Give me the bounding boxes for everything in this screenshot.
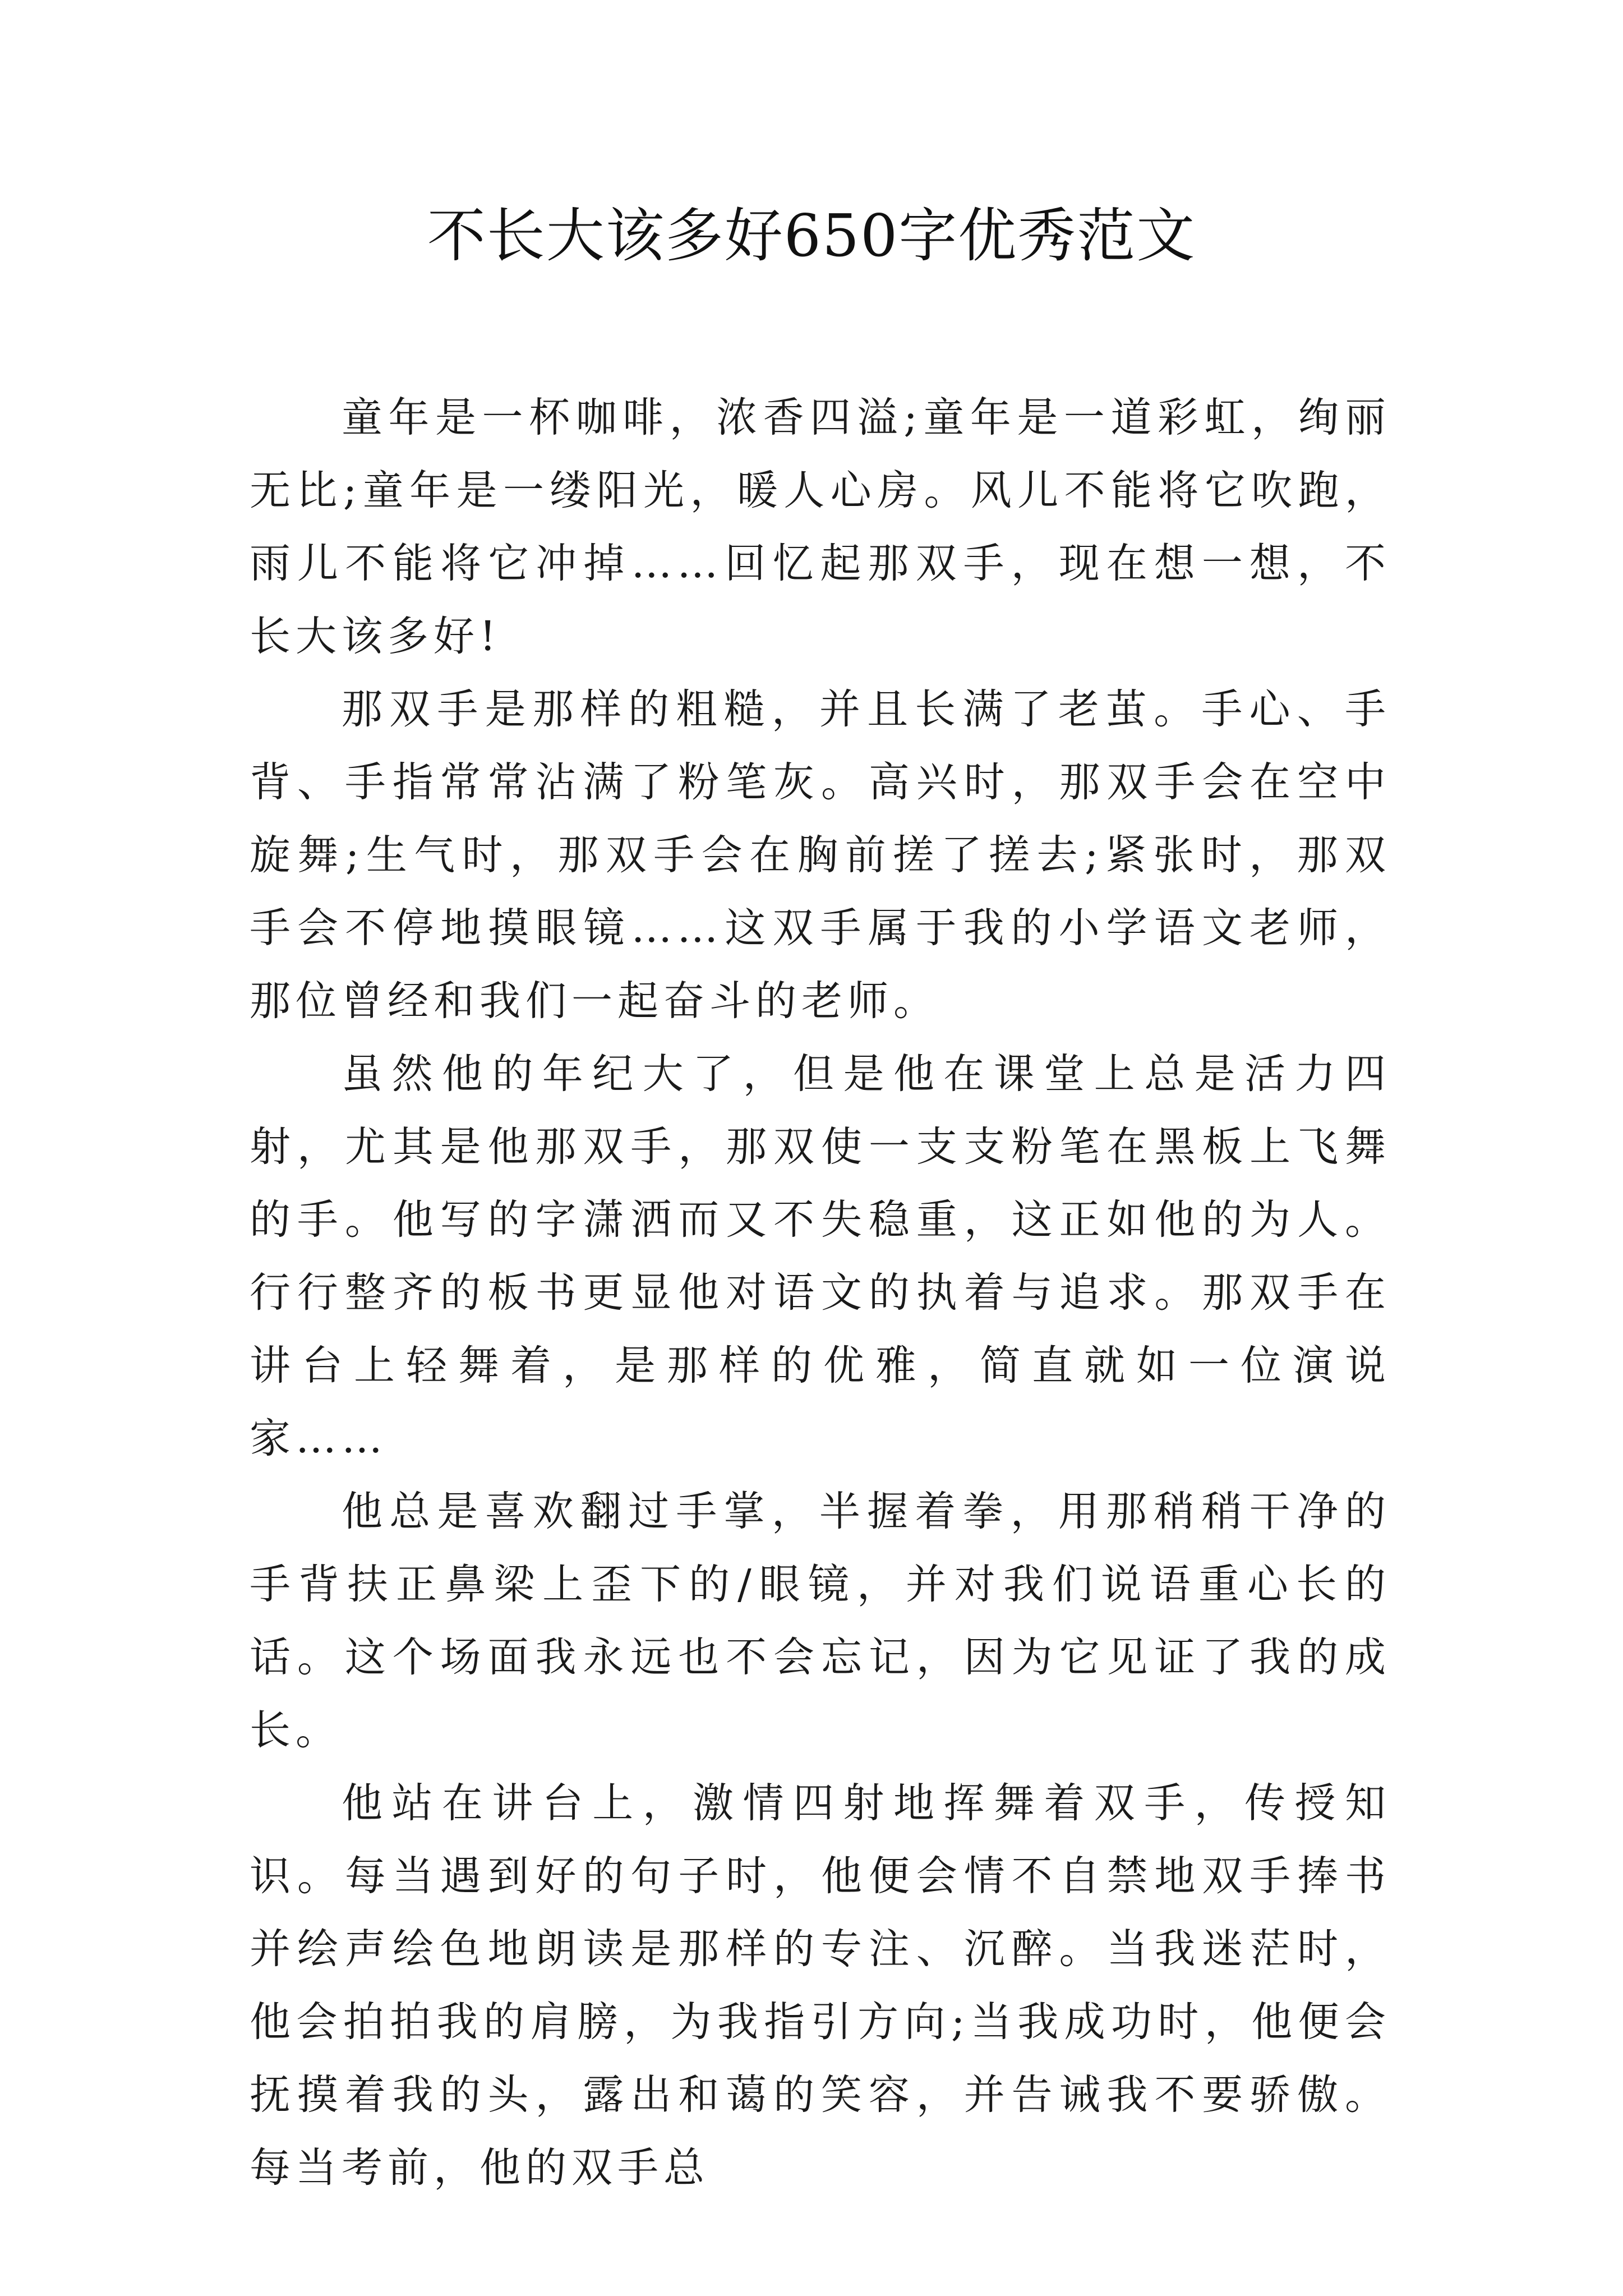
paragraph-5: 他站在讲台上，激情四射地挥舞着双手，传授知识。每当遇到好的句子时，他便会情不自禁地双手捧书并绘声绘色地朗读是那样的专注、沉醉。当我迷茫时，他会拍拍我的肩膀，为我指引方向;当我成功时，他便会抚摸着我的头，露出和蔼的笑容，并告诫我不要骄傲。每当考前，他的双手总 — [250, 1779, 1391, 2192]
paragraph-1: 童年是一杯咖啡，浓香四溢;童年是一道彩虹，绚丽无比;童年是一缕阳光，暖人心房。风儿不能将它吹跑，雨儿不能将它冲掉……回忆起那双手，现在想一想，不长大该多好! — [250, 394, 1391, 660]
paragraph-4: 他总是喜欢翻过手掌，半握着拳，用那稍稍干净的手背扶正鼻梁上歪下的/眼镜，并对我们说语重心长的话。这个场面我永远也不会忘记，因为它见证了我的成长。 — [250, 1488, 1391, 1754]
document-body — [250, 381, 1391, 2205]
paragraph-3: 虽然他的年纪大了，但是他在课堂上总是活力四射，尤其是他那双手，那双使一支支粉笔在黑板上飞舞的手。他写的字潇洒而又不失稳重，这正如他的为人。行行整齐的板书更显他对语文的执着与追求。那双手在讲台上轻舞着，是那样的优雅，简直就如一位演说家…… — [250, 1050, 1391, 1462]
paragraph-2: 那双手是那样的粗糙，并且长满了老茧。手心、手背、手指常常沾满了粉笔灰。高兴时，那双手会在空中旋舞;生气时，那双手会在胸前搓了搓去;紧张时，那双手会不停地摸眼镜……这双手属于我的小学语文老师，那位曾经和我们一起奋斗的老师。 — [250, 685, 1391, 1025]
document-title: 不长大该多好650字优秀范文 — [427, 201, 1196, 270]
